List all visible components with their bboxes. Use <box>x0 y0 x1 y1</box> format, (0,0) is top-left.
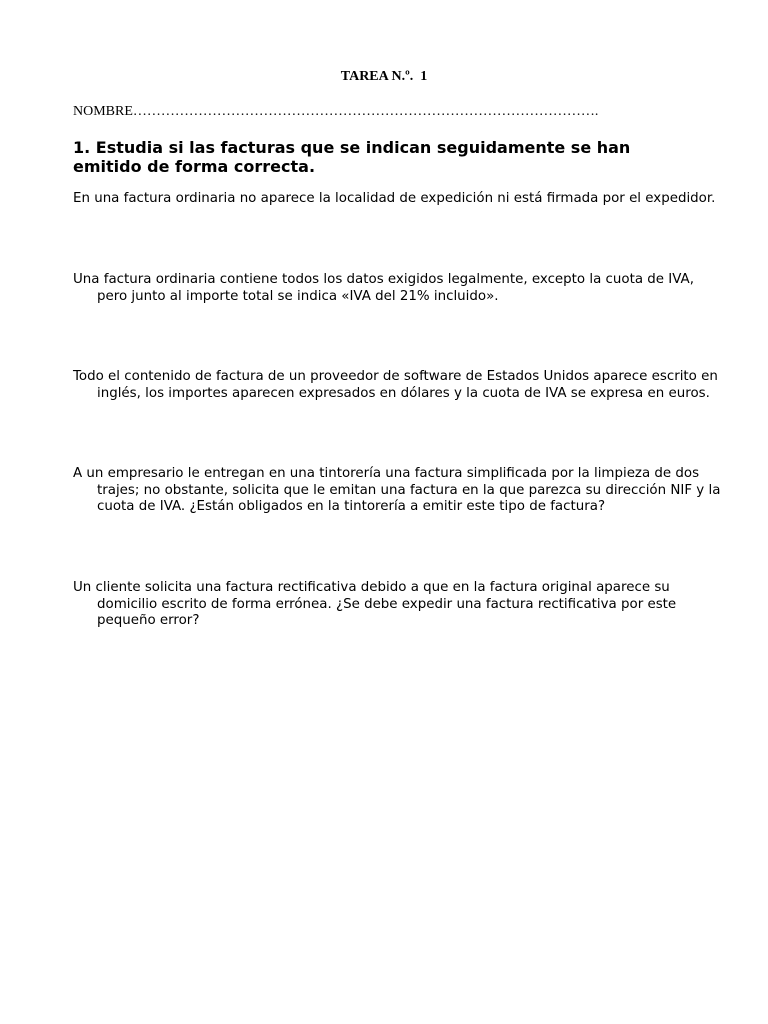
name-field-line: NOMBRE………………………………………………………………………………………. <box>73 104 599 119</box>
question-2: Una factura ordinaria contiene todos los datos exigidos legalmente, excepto la cuota de IVA, pero junto al importe total se indica «IVA del 21% incluido». <box>73 272 694 304</box>
question-3: Todo el contenido de factura de un proveedor de software de Estados Unidos aparece escrito en inglés, los importes aparecen expresados en dólares y la cuota de IVA se expresa en euros. <box>73 369 718 401</box>
question-1: En una factura ordinaria no aparece la localidad de expedición ni está firmada por el expedidor. <box>73 191 716 206</box>
question-4: A un empresario le entregan en una tintorería una factura simplificada por la limpieza de dos trajes; no obstante, solicita que le emitan una factura en la que parezca su dirección NIF y la cuota de IVA. ¿Están obligados en la tintorería a emitir este tipo de factura? <box>73 466 721 514</box>
question-5: Un cliente solicita una factura rectificativa debido a que en la factura original aparece su domicilio escrito de forma errónea. ¿Se debe expedir una factura rectificativa por este pequeño error? <box>73 580 677 628</box>
exercise-heading: 1. Estudia si las facturas que se indican seguidamente se han emitido de forma correcta. <box>73 138 631 176</box>
page-title: TAREA N.º. 1 <box>340 69 428 84</box>
